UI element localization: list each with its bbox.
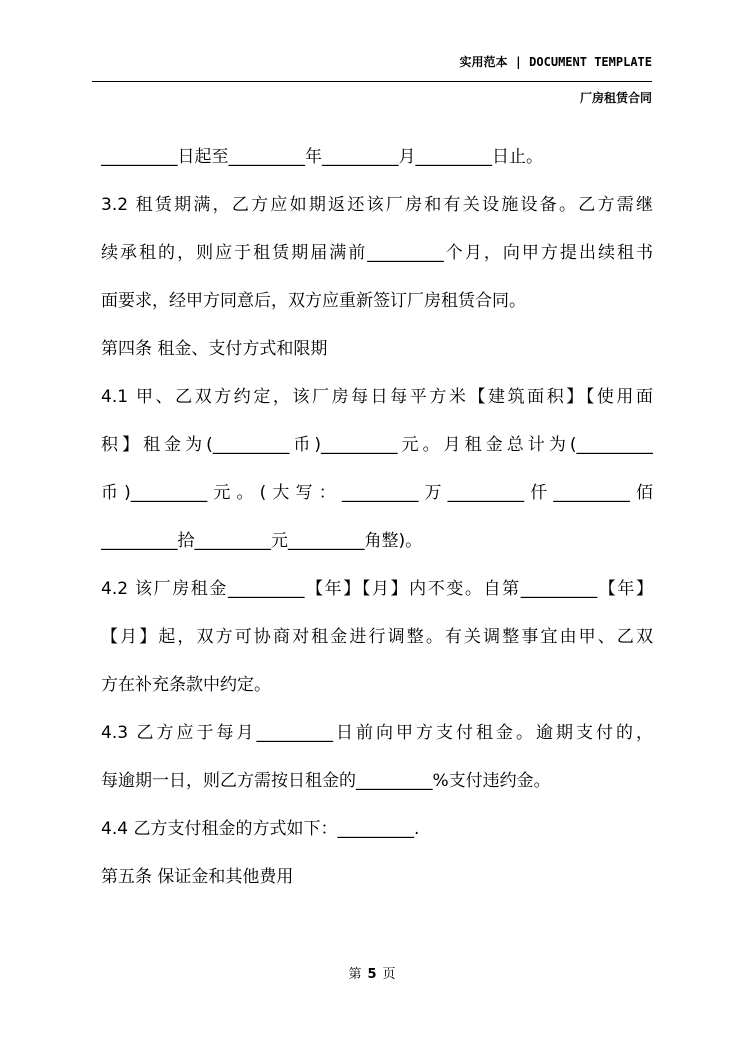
page-prefix: 第 — [348, 967, 362, 982]
text-line: 币)_________元。(大写：_________万_________仟_________佰 — [101, 483, 653, 503]
header-rule — [92, 81, 652, 82]
section-heading: 第四条 租金、支付方式和限期 — [101, 339, 328, 359]
header-title: 实用范本 | DOCUMENT TEMPLATE — [459, 55, 652, 69]
text-line: _________日起至_________年_________月_________日止。 — [101, 147, 543, 167]
text-line: 积】租金为(_________币)_________元。月租金总计为(_________ — [101, 435, 653, 455]
text-line: 方在补充条款中约定。 — [101, 675, 271, 695]
page-suffix: 页 — [382, 967, 396, 982]
text-line: _________拾_________元_________角整)。 — [101, 531, 423, 551]
text-line: 3.2 租赁期满，乙方应如期返还该厂房和有关设施设备。乙方需继 — [101, 195, 653, 215]
text-line: 面要求，经甲方同意后，双方应重新签订厂房租赁合同。 — [101, 291, 526, 311]
text-line: 每逾期一日，则乙方需按日租金的_________%支付违约金。 — [101, 771, 551, 791]
text-line: 4.2 该厂房租金_________【年】【月】内不变。自第_________【年】 — [101, 579, 653, 599]
section-heading: 第五条 保证金和其他费用 — [101, 867, 294, 887]
text-line: 4.1 甲、乙双方约定，该厂房每日每平方米【建筑面积】【使用面 — [101, 387, 653, 407]
text-line: 4.3 乙方应于每月_________日前向甲方支付租金。逾期支付的， — [101, 723, 653, 743]
header-subtitle: 厂房租赁合同 — [579, 91, 652, 105]
page-footer — [0, 963, 744, 982]
page-number: 5 — [367, 967, 377, 982]
text-line: 续承租的，则应于租赁期届满前_________个月，向甲方提出续租书 — [101, 243, 653, 263]
text-line: 4.4 乙方支付租金的方式如下：_________. — [101, 819, 420, 839]
text-line: 【月】起，双方可协商对租金进行调整。有关调整事宜由甲、乙双 — [101, 627, 653, 647]
